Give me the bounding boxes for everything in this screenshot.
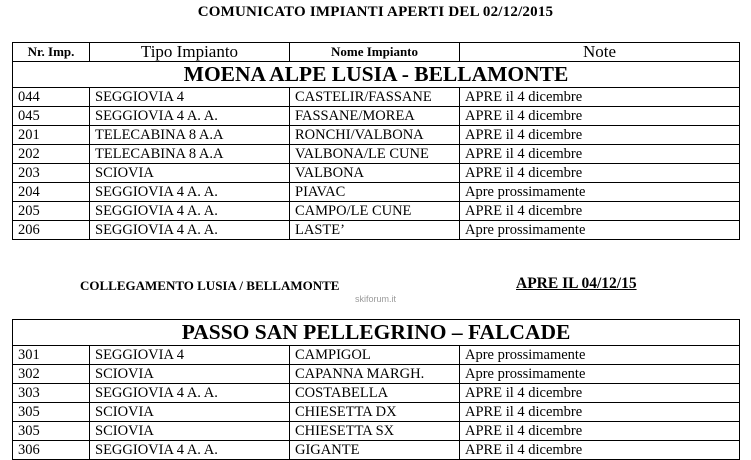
table-row	[13, 202, 740, 221]
cell-tipo: SCIOVIA	[90, 403, 290, 422]
cell-tipo: TELECABINA 8 A.A	[90, 126, 290, 145]
cell-nome: VALBONA/LE CUNE	[290, 145, 460, 164]
cell-nome: CHIESETTA SX	[290, 422, 460, 441]
table-row	[13, 422, 740, 441]
cell-nr: 045	[13, 107, 90, 126]
cell-nome: RONCHI/VALBONA	[290, 126, 460, 145]
cell-nr: 205	[13, 202, 90, 221]
cell-tipo: SEGGIOVIA 4 A. A.	[90, 221, 290, 240]
header-note: Note	[460, 43, 740, 62]
cell-note: Apre prossimamente	[460, 346, 740, 365]
table-row	[13, 221, 740, 240]
link-status: APRE IL 04/12/15	[516, 275, 637, 292]
header-tipo: Tipo Impianto	[90, 43, 290, 62]
cell-nome: PIAVAC	[290, 183, 460, 202]
cell-nome: CAPANNA MARGH.	[290, 365, 460, 384]
cell-note: APRE il 4 dicembre	[460, 441, 740, 460]
cell-note: APRE il 4 dicembre	[460, 403, 740, 422]
cell-nr: 044	[13, 88, 90, 107]
cell-nome: CAMPO/LE CUNE	[290, 202, 460, 221]
cell-nome: CASTELIR/FASSANE	[290, 88, 460, 107]
header-nome: Nome Impianto	[290, 43, 460, 62]
cell-note: APRE il 4 dicembre	[460, 422, 740, 441]
cell-tipo: SEGGIOVIA 4 A. A.	[90, 202, 290, 221]
cell-nr: 301	[13, 346, 90, 365]
cell-note: Apre prossimamente	[460, 221, 740, 240]
page-title: COMUNICATO IMPIANTI APERTI DEL 02/12/2015	[197, 4, 554, 20]
cell-nome: CAMPIGOL	[290, 346, 460, 365]
cell-tipo: SCIOVIA	[90, 164, 290, 183]
table-row	[13, 126, 740, 145]
cell-note: APRE il 4 dicembre	[460, 145, 740, 164]
cell-nr: 305	[13, 403, 90, 422]
section-title-moena: MOENA ALPE LUSIA - BELLAMONTE	[13, 62, 740, 88]
table-header-row	[13, 43, 740, 62]
cell-nome: CHIESETTA DX	[290, 403, 460, 422]
table-row	[13, 403, 740, 422]
cell-nr: 201	[13, 126, 90, 145]
cell-nr: 204	[13, 183, 90, 202]
cell-tipo: SCIOVIA	[90, 365, 290, 384]
cell-nr: 306	[13, 441, 90, 460]
header-nr: Nr. Imp.	[13, 43, 90, 62]
section-row	[13, 320, 740, 346]
table-row	[13, 145, 740, 164]
cell-note: APRE il 4 dicembre	[460, 384, 740, 403]
cell-note: APRE il 4 dicembre	[460, 107, 740, 126]
cell-nr: 303	[13, 384, 90, 403]
cell-nome: GIGANTE	[290, 441, 460, 460]
cell-nr: 305	[13, 422, 90, 441]
cell-note: Apre prossimamente	[460, 183, 740, 202]
lifts-table-moena	[12, 42, 740, 240]
section-title-sanpellegrino: PASSO SAN PELLEGRINO – FALCADE	[13, 320, 740, 346]
table-row	[13, 183, 740, 202]
table-row	[13, 441, 740, 460]
cell-tipo: SEGGIOVIA 4 A. A.	[90, 183, 290, 202]
cell-nome: VALBONA	[290, 164, 460, 183]
table-row	[13, 384, 740, 403]
cell-note: Apre prossimamente	[460, 365, 740, 384]
cell-nr: 203	[13, 164, 90, 183]
watermark: skiforum.it	[355, 294, 397, 304]
cell-nome: LASTE’	[290, 221, 460, 240]
cell-nr: 202	[13, 145, 90, 164]
cell-tipo: SCIOVIA	[90, 422, 290, 441]
cell-nr: 302	[13, 365, 90, 384]
table-row	[13, 164, 740, 183]
cell-nome: FASSANE/MOREA	[290, 107, 460, 126]
table-row	[13, 88, 740, 107]
cell-nr: 206	[13, 221, 90, 240]
cell-tipo: SEGGIOVIA 4 A. A.	[90, 107, 290, 126]
link-label: COLLEGAMENTO LUSIA / BELLAMONTE	[80, 278, 340, 293]
table-row	[13, 107, 740, 126]
section-row	[13, 62, 740, 88]
cell-note: APRE il 4 dicembre	[460, 202, 740, 221]
cell-tipo: SEGGIOVIA 4	[90, 88, 290, 107]
cell-note: APRE il 4 dicembre	[460, 126, 740, 145]
table-row	[13, 365, 740, 384]
cell-note: APRE il 4 dicembre	[460, 164, 740, 183]
cell-tipo: SEGGIOVIA 4 A. A.	[90, 441, 290, 460]
cell-nome: COSTABELLA	[290, 384, 460, 403]
cell-tipo: SEGGIOVIA 4 A. A.	[90, 384, 290, 403]
lifts-table-sanpellegrino	[12, 319, 740, 460]
cell-tipo: TELECABINA 8 A.A	[90, 145, 290, 164]
cell-note: APRE il 4 dicembre	[460, 88, 740, 107]
cell-tipo: SEGGIOVIA 4	[90, 346, 290, 365]
table-row	[13, 346, 740, 365]
